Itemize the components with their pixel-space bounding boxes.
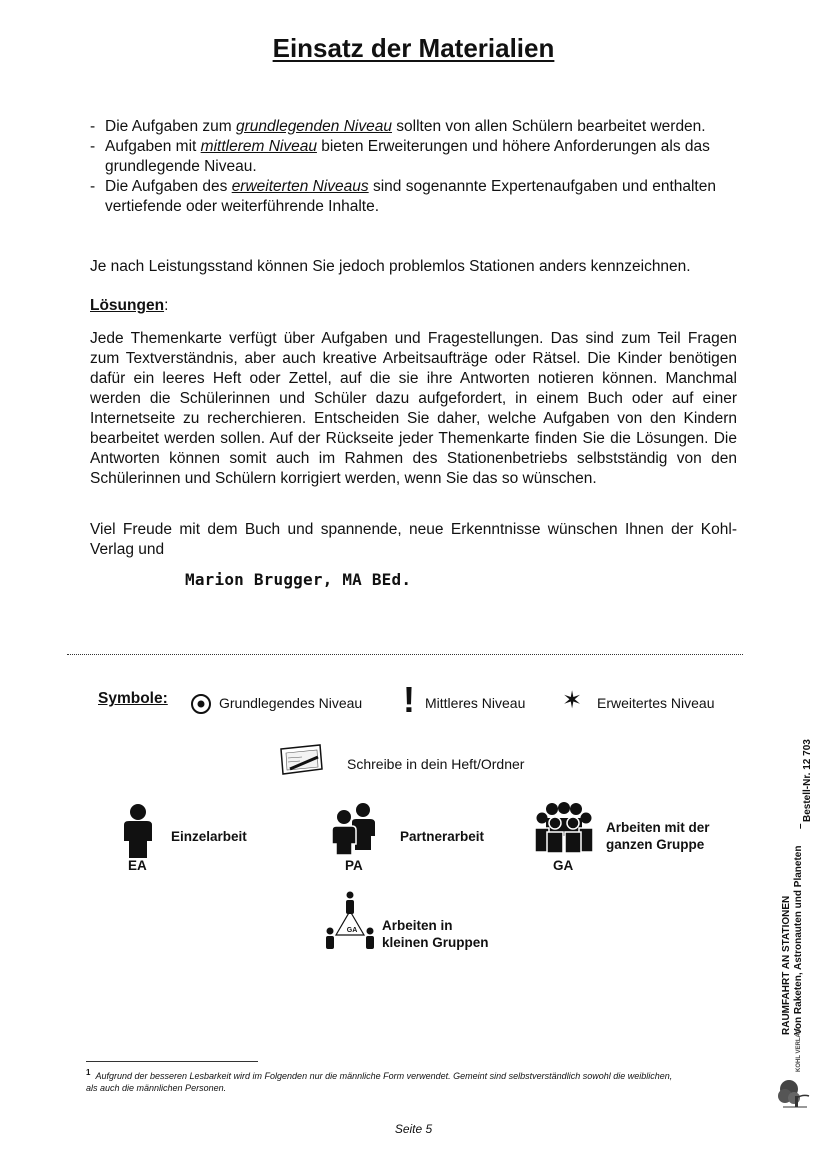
partnerarbeit-label: Partnerarbeit <box>400 829 485 844</box>
footnote-divider <box>86 1061 258 1062</box>
sidebar-separator: – <box>795 823 806 829</box>
signature: Marion Brugger, MA BEd. <box>185 570 412 589</box>
small-group-icon <box>322 891 378 949</box>
list-item: - Die Aufgaben des erweiterten Niveaus sind sogenannte Expertenaufgaben und enthalten vertiefende oder weiterführende Inhalte. <box>90 178 716 215</box>
loesungen-heading: Lösungen: <box>90 297 169 314</box>
ga-abbr: GA <box>553 858 574 873</box>
list-item: - Die Aufgaben zum grundlegenden Niveau sollten von allen Schülern bearbeitet werden. <box>90 118 706 135</box>
closing-paragraph: Viel Freude mit dem Buch und spannende, neue Erkenntnisse wünschen Ihnen der Kohl-Verlag und <box>90 521 737 558</box>
level-bullet-list <box>90 117 740 217</box>
ganze-gruppe-label: Arbeiten mit der ganzen Gruppe <box>606 820 710 852</box>
target-icon <box>190 693 212 715</box>
station-note: Je nach Leistungsstand können Sie jedoch problemlos Stationen anders kennzeichnen. <box>90 258 691 275</box>
notebook-label: Schreibe in dein Heft/Ordner <box>347 756 525 772</box>
sidebar-series-title: RAUMFAHRT AN STATIONEN Von Raketen, Astronauten und Planeten <box>781 845 804 1035</box>
symbols-label: Symbole: <box>98 690 168 707</box>
page-number: Seite 5 <box>394 1122 433 1136</box>
publisher-logo-text: KOHL VERLAG <box>796 1028 802 1072</box>
group-icon <box>534 802 594 854</box>
list-item: - Aufgaben mit mittlerem Niveau bieten Erweiterungen und höhere Anforderungen als das grundlegende Niveau. <box>90 138 710 175</box>
order-number: Bestell-Nr. 12 703 <box>802 739 813 822</box>
tree-logo-icon <box>777 1076 811 1108</box>
level-erweitertes-label: Erweitertes Niveau <box>597 695 715 711</box>
footnote: $^1$ Aufgrund der besseren Lesbarkeit wird im Folgenden nur die männliche Form verwendet. Gemeint sind selbstverständlich sowohl die weiblichen, als auch die männlichen Personen. <box>86 1068 673 1093</box>
level-grundlegend-label: Grundlegendes Niveau <box>219 695 363 711</box>
person-icon <box>121 803 155 858</box>
notebook-icon <box>278 743 324 777</box>
pa-abbr: PA <box>345 858 363 873</box>
ea-abbr: EA <box>128 858 147 873</box>
page-title: Einsatz der Materialien <box>272 33 555 63</box>
einzelarbeit-label: Einzelarbeit <box>171 829 247 844</box>
dotted-divider <box>67 654 743 655</box>
level-mittleres-label: Mittleres Niveau <box>425 695 526 711</box>
sidebar-subtitle: Von Raketen, Astronauten und Planeten <box>793 845 804 1035</box>
exclamation-icon: ! <box>403 679 415 720</box>
small-group-abbr: GA <box>346 927 358 934</box>
loesungen-paragraph: Jede Themenkarte verfügt über Aufgaben und Fragestellungen. Das sind zum Teil Fragen zum Textverständnis, aber auch kreative Arbeitsaufträge oder Rätsel. Die Kinder benötigen dafür ein leeres Heft oder Zettel, auf die sie ihre Antworten notieren können. Manchmal werden die Schülerinnen und Schüler dazu aufgefordert, in einem Buch oder auf einer Internetseite zu recherchieren. Entscheiden Sie daher, welche Aufgaben von den Kindern bearbeitet werden sollen. Auf der Rückseite jeder Themenkarte finden Sie die Lösungen. Die Antworten können somit auch im Rahmen des Stationenbetriebs selbstständig von den Schülerinnen und Schülern korrigiert werden, wenn Sie das so wünschen. <box>90 330 737 487</box>
kleine-gruppen-label: Arbeiten in kleinen Gruppen <box>382 918 489 950</box>
star-icon: ✶ <box>562 686 583 714</box>
pair-icon <box>330 802 378 855</box>
